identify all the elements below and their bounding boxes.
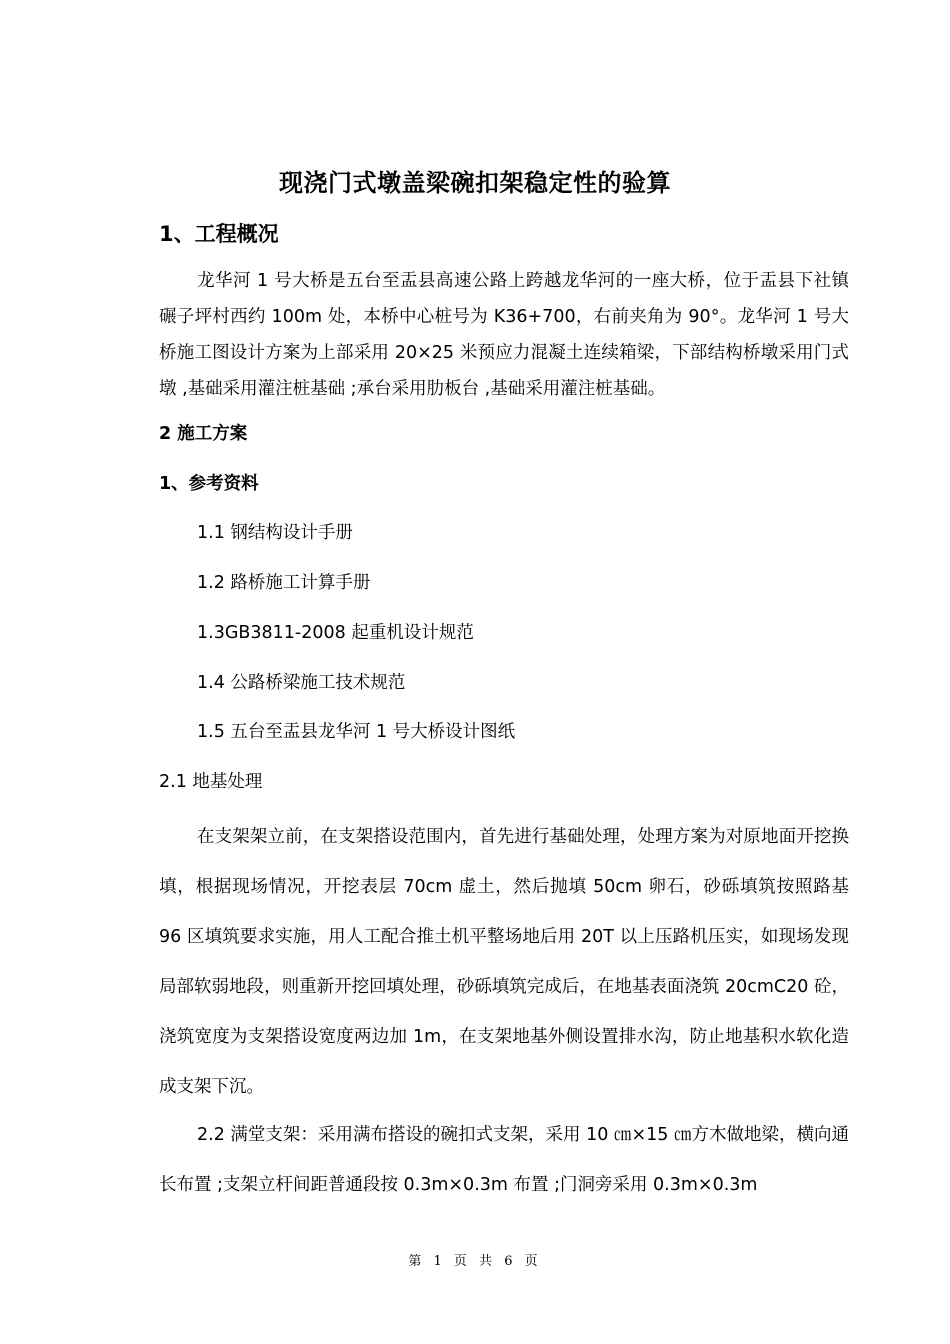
reference-item: 1.4 公路桥梁施工技术规范 [197,673,406,693]
overview-paragraph: 龙华河 1 号大桥是五台至盂县高速公路上跨越龙华河的一座大桥，位于盂县下社镇碾子坪村西约 100m 处，本桥中心桩号为 K36+700，右前夹角为 90°。龙华河 1 号大桥施工图设计方案为上部采用 20×25 米预应力混凝土连续箱梁，下部结构桥墩采用门式墩 ,基础采用灌注桩基础 ;承台采用肋板台 ,基础采用灌注桩基础。 [159,271,849,399]
reference-item: 1.1 钢结构设计手册 [197,523,353,543]
page-footer: 第 1 页 共 6 页 [408,1254,542,1269]
section-heading-overview: 1、工程概况 [159,222,279,246]
reference-item: 1.3GB3811-2008 起重机设计规范 [197,623,474,643]
scaffold-paragraph: 2.2 满堂支架：采用满布搭设的碗扣式支架，采用 10 ㎝×15 ㎝方木做地梁，横向通长布置 ;支架立杆间距普通段按 0.3m×0.3m 布置 ;门洞旁采用 0.3m×0.3m [159,1125,849,1195]
reference-item: 1.2 路桥施工计算手册 [197,573,371,593]
section-heading-construction-plan: 2 施工方案 [159,424,248,444]
reference-item: 1.5 五台至盂县龙华河 1 号大桥设计图纸 [197,722,516,742]
section-heading-references: 1、参考资料 [159,474,259,494]
subsection-heading-foundation: 2.1 地基处理 [159,772,263,792]
foundation-paragraph: 在支架架立前，在支架搭设范围内，首先进行基础处理，处理方案为对原地面开挖换填，根据现场情况，开挖表层 70cm 虚土，然后抛填 50cm 卵石，砂砾填筑按照路基 96 区填筑要求实施，用人工配合推土机平整场地后用 20T 以上压路机压实，如现场发现局部软弱地段，则重新开挖回填处理，砂砾填筑完成后，在地基表面浇筑 20cmC20 砼，浇筑宽度为支架搭设宽度两边加 1m，在支架地基外侧设置排水沟，防止地基积水软化造成支架下沉。 [159,827,849,1097]
document-title: 现浇门式墩盖梁碗扣架稳定性的验算 [279,169,671,197]
